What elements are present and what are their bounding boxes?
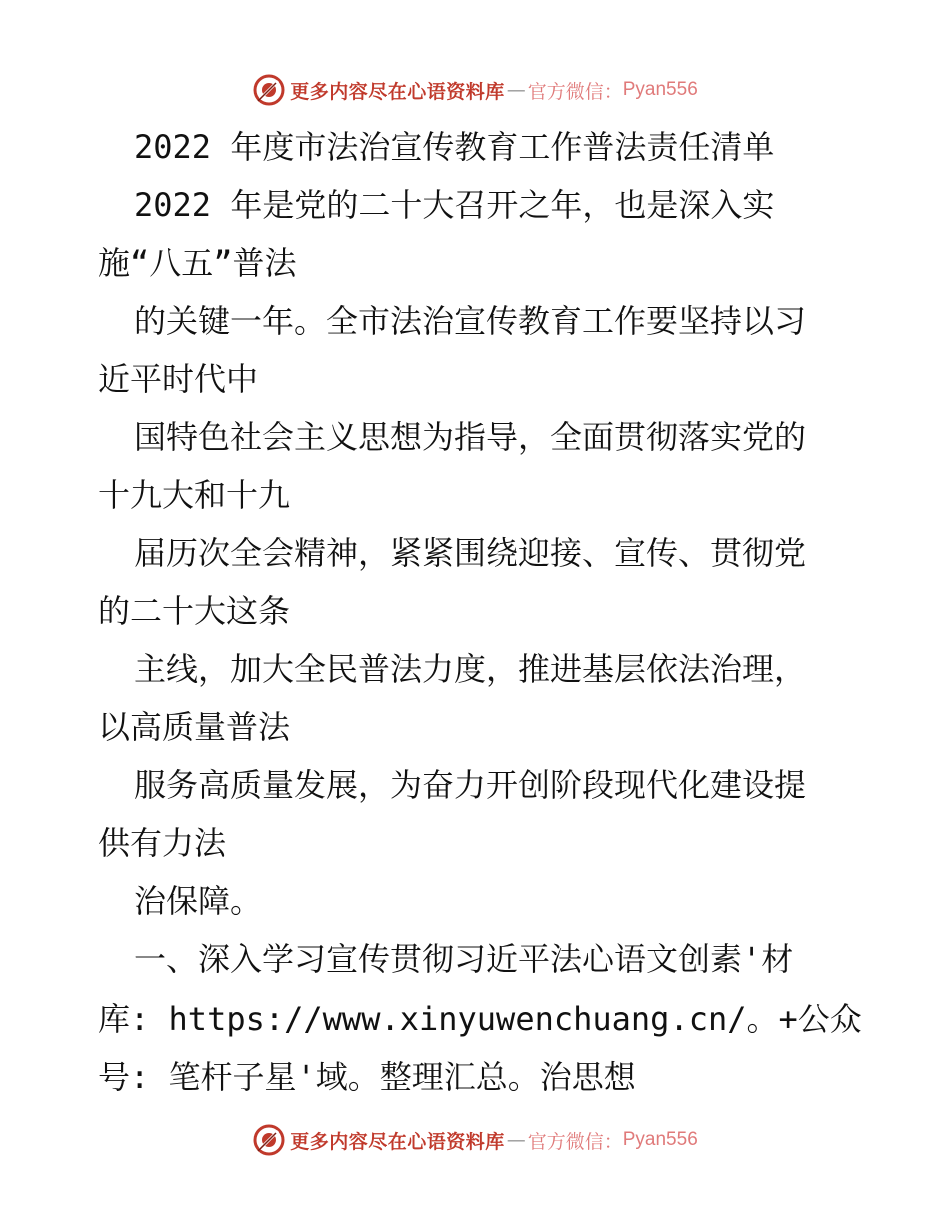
watermark-label: 官方微信：	[527, 80, 623, 103]
watermark-wechat-id: Pyan556	[622, 79, 698, 100]
paragraph-line: 治保障。	[134, 882, 263, 920]
paragraph-line: 届历次全会精神，紧紧围绕迎接、宣传、贯彻党	[134, 534, 807, 572]
paragraph-line: 以高质量普法	[98, 708, 291, 746]
watermark-dash: —	[506, 79, 526, 101]
logo-icon	[252, 73, 286, 107]
logo-icon	[252, 1123, 286, 1157]
paragraph-line: 2022 年是党的二十大召开之年，也是深入实	[134, 186, 775, 224]
paragraph-line: 库: https://www.xinyuwenchuang.cn/。+公众	[98, 1000, 862, 1038]
watermark-main-text: 更多内容尽在心语资料库	[290, 80, 505, 103]
paragraph-line: 近平时代中	[98, 360, 259, 398]
paragraph-line: 号: 笔杆子星'域。整理汇总。治思想	[98, 1058, 636, 1096]
paragraph-line: 施“八五”普法	[98, 244, 297, 282]
watermark-wechat-id: Pyan556	[622, 1129, 698, 1150]
paragraph-line: 供有力法	[98, 824, 227, 862]
paragraph-line: 十九大和十九	[98, 476, 291, 514]
section-heading: 一、深入学习宣传贯彻习近平法心语文创素'材	[134, 940, 794, 978]
paragraph-line: 国特色社会主义思想为指导，全面贯彻落实党的	[134, 418, 807, 456]
paragraph-line: 主线，加大全民普法力度，推进基层依法治理，	[134, 650, 807, 688]
paragraph-line: 服务高质量发展，为奋力开创阶段现代化建设提	[134, 766, 807, 804]
document-title: 2022 年度市法治宣传教育工作普法责任清单	[134, 128, 775, 166]
watermark-main-text: 更多内容尽在心语资料库	[290, 1130, 505, 1153]
header-watermark	[0, 70, 950, 110]
watermark-label: 官方微信：	[527, 1130, 623, 1153]
paragraph-line: 的关键一年。全市法治宣传教育工作要坚持以习	[134, 302, 807, 340]
watermark-dash: —	[506, 1129, 526, 1151]
paragraph-line: 的二十大这条	[98, 592, 291, 630]
footer-watermark	[0, 1120, 950, 1160]
